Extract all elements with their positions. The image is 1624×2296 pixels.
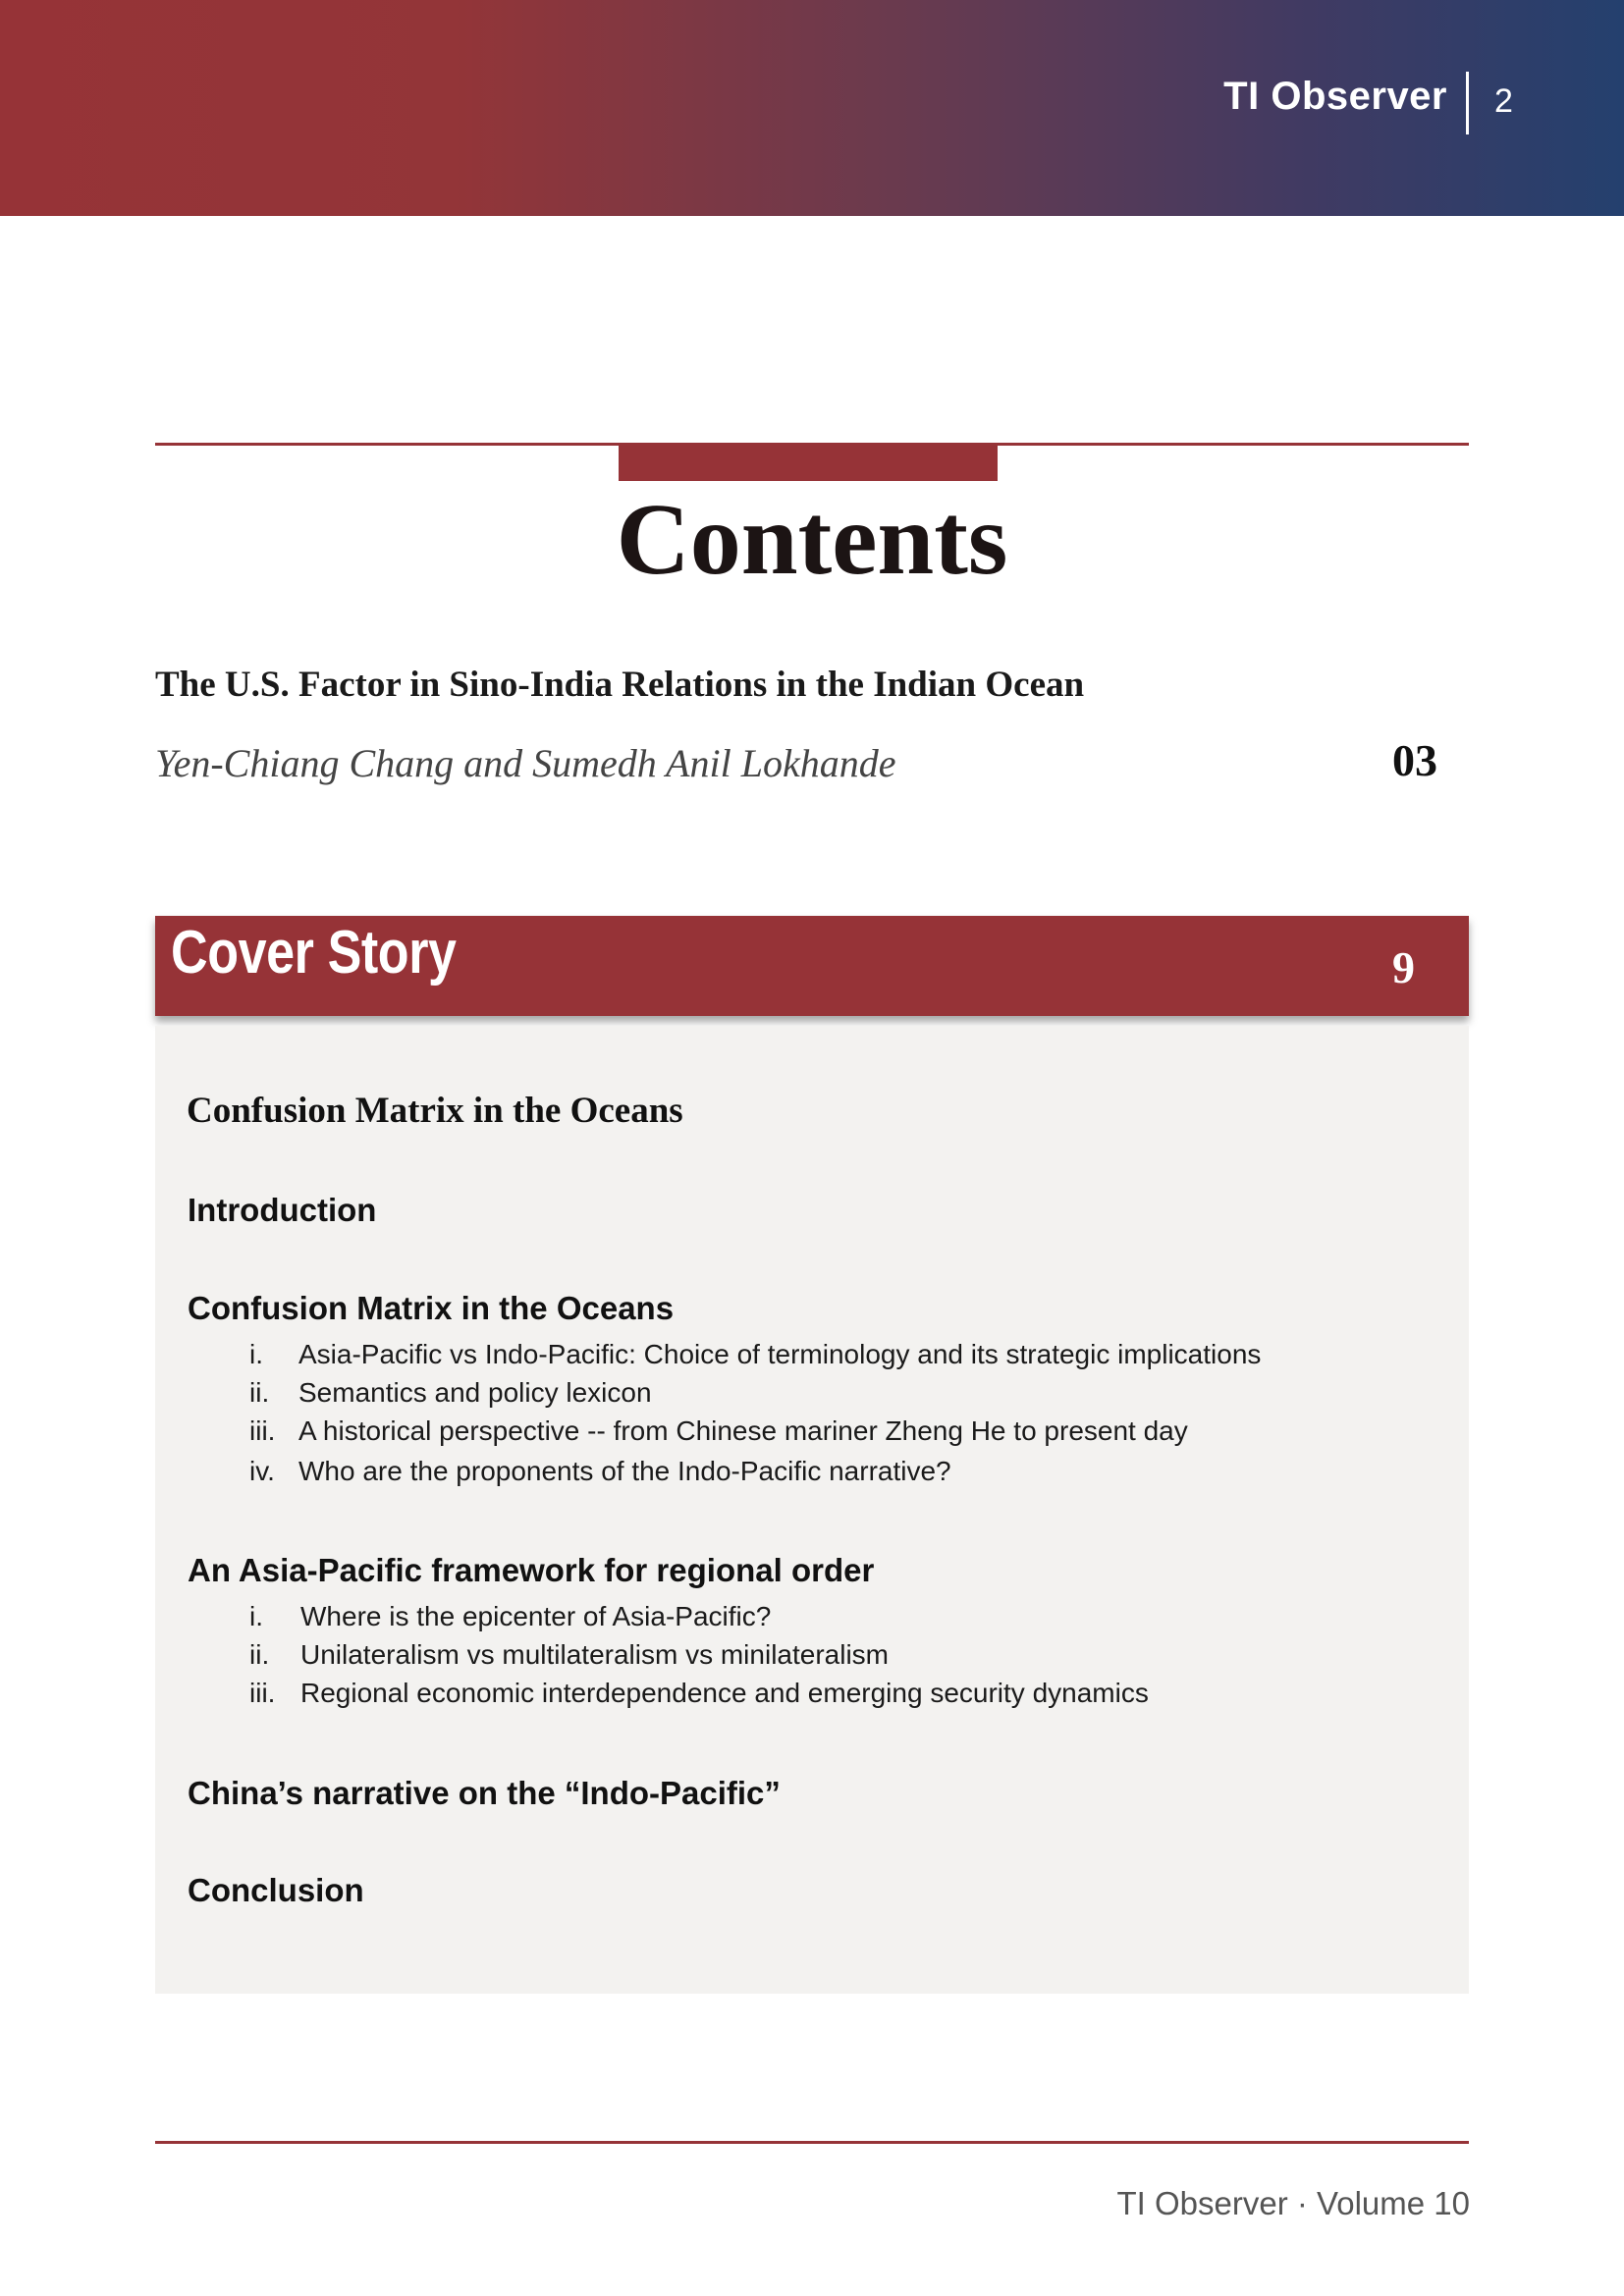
section-heading[interactable]: Confusion Matrix in the Oceans bbox=[188, 1290, 675, 1326]
list-item-text: A historical perspective -- from Chinese mariner Zheng He to present day bbox=[298, 1415, 1188, 1446]
section-heading[interactable]: Conclusion bbox=[188, 1872, 364, 1908]
list-item-text: Regional economic interdependence and emerging security dynamics bbox=[300, 1678, 1149, 1708]
contents-heading: Contents bbox=[616, 483, 1008, 596]
list-item-text: Asia-Pacific vs Indo-Pacific: Choice of terminology and its strategic implications bbox=[298, 1339, 1262, 1369]
contents-tab-accent bbox=[619, 445, 998, 481]
footer-volume: TI Observer · Volume 10 bbox=[1116, 2185, 1470, 2221]
header-band bbox=[0, 0, 1624, 216]
list-item-text: Where is the epicenter of Asia-Pacific? bbox=[300, 1601, 772, 1631]
lead-article-authors: Yen-Chiang Chang and Sumedh Anil Lokhande bbox=[155, 741, 896, 785]
cover-story-panel bbox=[155, 1026, 1469, 1994]
footer-rule bbox=[155, 2141, 1469, 2144]
list-item-text: Semantics and policy lexicon bbox=[298, 1377, 652, 1408]
header-divider bbox=[1466, 72, 1469, 134]
list-item-number: ii. bbox=[249, 1639, 270, 1670]
lead-article-page: 03 bbox=[1392, 735, 1437, 785]
list-item-number: iii. bbox=[249, 1678, 276, 1708]
lead-article-title[interactable]: The U.S. Factor in Sino-India Relations in the Indian Ocean bbox=[155, 665, 1085, 705]
list-item-text: Who are the proponents of the Indo-Pacific narrative? bbox=[298, 1456, 951, 1486]
cover-story-label: Cover Story bbox=[171, 919, 457, 987]
section-heading[interactable]: China’s narrative on the “Indo-Pacific” bbox=[188, 1775, 781, 1811]
list-item-text: Unilateralism vs multilateralism vs minilateralism bbox=[300, 1639, 890, 1670]
cover-story-title[interactable]: Confusion Matrix in the Oceans bbox=[187, 1091, 683, 1131]
cover-story-page: 9 bbox=[1392, 942, 1415, 992]
section-heading[interactable]: An Asia-Pacific framework for regional order bbox=[188, 1552, 875, 1588]
list-item-number: i. bbox=[249, 1601, 263, 1631]
list-item-number: ii. bbox=[249, 1377, 270, 1408]
publication-title: TI Observer bbox=[1223, 75, 1447, 118]
list-item-number: i. bbox=[249, 1339, 263, 1369]
list-item-number: iv. bbox=[249, 1456, 275, 1486]
header-page-number: 2 bbox=[1494, 82, 1513, 120]
list-item-number: iii. bbox=[249, 1415, 276, 1446]
section-heading[interactable]: Introduction bbox=[188, 1192, 377, 1228]
cover-story-bar bbox=[155, 916, 1469, 1016]
